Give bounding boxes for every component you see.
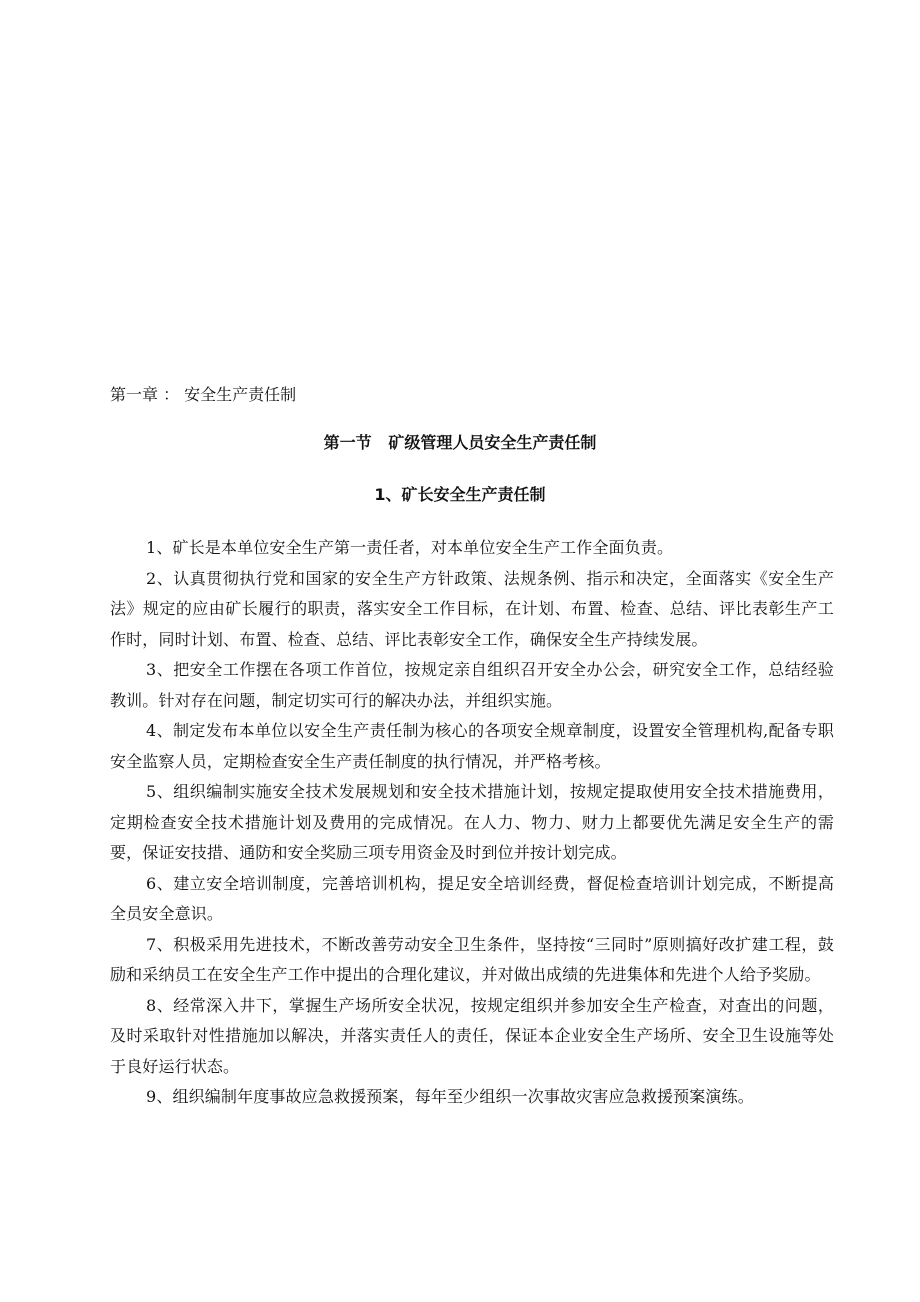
paragraph-2: 2、认真贯彻执行党和国家的安全生产方针政策、法规条例、指示和决定，全面落实《安全生产法》规定的应由矿长履行的职责，落实安全工作目标，在计划、布置、检查、总结、评比表彰生产工作时，同时计划、布置、检查、总结、评比表彰安全工作，确保安全生产持续发展。	[110, 568, 834, 649]
body-text	[110, 533, 834, 1113]
paragraph-3: 3、把安全工作摆在各项工作首位，按规定亲自组织召开安全办公会，研究安全工作，总结经验教训。针对存在问题，制定切实可行的解决办法，并组织实施。	[110, 660, 834, 710]
paragraph-8: 8、经常深入井下，掌握生产场所安全状况，按规定组织并参加安全生产检查，对查出的问题，及时采取针对性措施加以解决，并落实责任人的责任，保证本企业安全生产场所、安全卫生设施等处于良好运行状态。	[110, 995, 834, 1076]
paragraph-4: 4、制定发布本单位以安全生产责任制为核心的各项安全规章制度，设置安全管理机构,配备专职安全监察人员，定期检查安全生产责任制度的执行情况，并严格考核。	[110, 721, 834, 771]
chapter-heading: 第一章 ： 安全生产责任制	[110, 385, 297, 404]
paragraph-1: 1、矿长是本单位安全生产第一责任者，对本单位安全生产工作全面负责。	[146, 538, 674, 557]
paragraph-7: 7、积极采用先进技术，不断改善劳动安全卫生条件，坚持按“三同时”原则搞好改扩建工程，鼓励和采纳员工在安全生产工作中提出的合理化建议，并对做出成绩的先进集体和先进个人给予奖励。	[110, 934, 834, 984]
section-heading: 第一节 矿级管理人员安全生产责任制	[323, 433, 597, 452]
paragraph-9: 9、组织编制年度事故应急救援预案，每年至少组织一次事故灾害应急救援预案演练。	[146, 1087, 754, 1106]
paragraph-6: 6、建立安全培训制度，完善培训机构，提足安全培训经费，督促检查培训计划完成，不断提高全员安全意识。	[110, 873, 834, 923]
paragraph-5: 5、组织编制实施安全技术发展规划和安全技术措施计划，按规定提取使用安全技术措施费用，定期检查安全技术措施计划及费用的完成情况。在人力、物力、财力上都要优先满足安全生产的需要，保证安技措、通防和安全奖励三项专用资金及时到位并按计划完成。	[110, 782, 834, 862]
subsection-heading: 1、矿长安全生产责任制	[374, 485, 546, 504]
